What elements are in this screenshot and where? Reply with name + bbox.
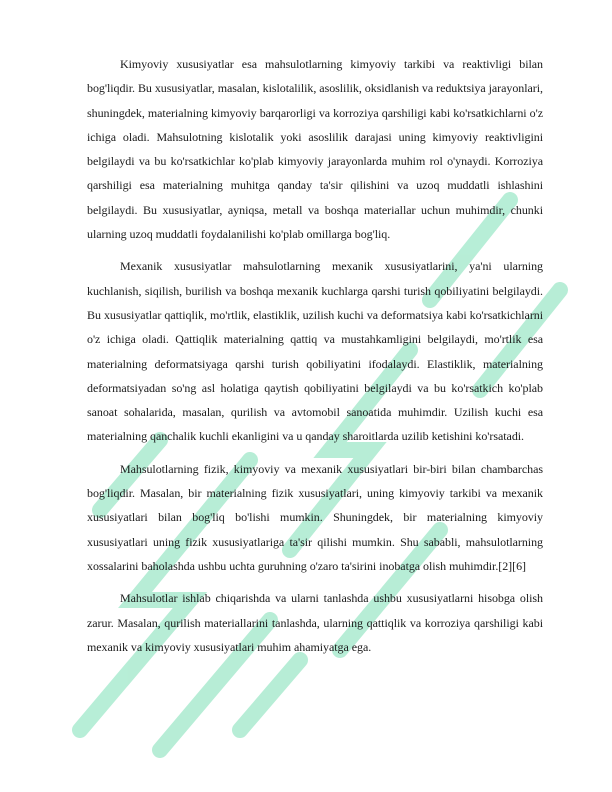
paragraph-mechanical-properties: Mexanik xususiyatlar mahsulotlarning mexanik xususiyatlarini, ya'ni ularning kuchlanish, siqilish, burilish va boshqa mexanik kuchlarga qarshi turish qobiliyatini belgilaydi. Bu xususiyatlar qattiqlik, mo'rtlik, elastiklik, uzilish kuchi va deformatsiya kabi ko'rsatkichlarni o'z ichiga oladi. Qattiqlik materialning qattiq va mustahkamligini belgilaydi, mo'rtlik esa materialning deformatsiyaga qarshi turish qobiliyatini ifodalaydi. Elastiklik, materialning deformatsiyadan so'ng asl holatiga qaytish qobiliyatini belgilaydi va bu ko'rsatkich ko'plab sanoat sohalarida, masalan, qurilish va avtomobil sanoatida muhimdir. Uzilish kuchi esa materialning qanchalik kuchli ekanligini va u qanday sharoitlarda uzilib ketishini ko'rsatadi.	[87, 259, 543, 444]
document-body	[87, 52, 543, 667]
paragraph-chemical-properties: Kimyoviy xususiyatlar esa mahsulotlarning kimyoviy tarkibi va reaktivligi bilan bog'liqdir. Bu xususiyatlar, masalan, kislotalilik, asoslilik, oksidlanish va reduktsiya jarayonlari, shuningdek, materialning kimyoviy barqarorligi va korroziya qarshiligi kabi ko'rsatkichlarni o'z ichiga oladi. Mahsulotning kislotalik yoki asoslilik darajasi uning kimyoviy reaktivligini belgilaydi va bu ko'rsatkichlar ko'plab kimyoviy jarayonlarda muhim rol o'ynaydi. Korroziya qarshiligi esa materialning muhitga qanday ta'sir qilishini va uzoq muddatli ishlashini belgilaydi. Bu xususiyatlar, ayniqsa, metall va boshqa materiallar uchun muhimdir, chunki ularning uzoq muddatli foydalanilishi ko'plab omillarga bog'liq.	[87, 57, 543, 242]
paragraph-selection: Mahsulotlar ishlab chiqarishda va ularni tanlashda ushbu xususiyatlarni hisobga olish zarur. Masalan, qurilish materiallarini tanlashda, ularning qattiqlik va korroziya qarshiligi kabi mexanik va kimyoviy xususiyatlari muhim ahamiyatga ega.	[87, 591, 543, 654]
paragraph-interrelation: Mahsulotlarning fizik, kimyoviy va mexanik xususiyatlari bir-biri bilan chambarchas bog'liqdir. Masalan, bir materialning fizik xususiyatlari, uning kimyoviy tarkibi va mexanik xususiyatlari bilan bog'liq bo'lishi mumkin. Shuningdek, bir materialning kimyoviy xususiyatlari uning fizik xususiyatlariga ta'sir qilishi mumkin. Shu sababli, mahsulotlarning xossalarini baholashda ushbu uchta guruhning o'zaro ta'sirini inobatga olish muhimdir.[2][6]	[87, 461, 543, 573]
